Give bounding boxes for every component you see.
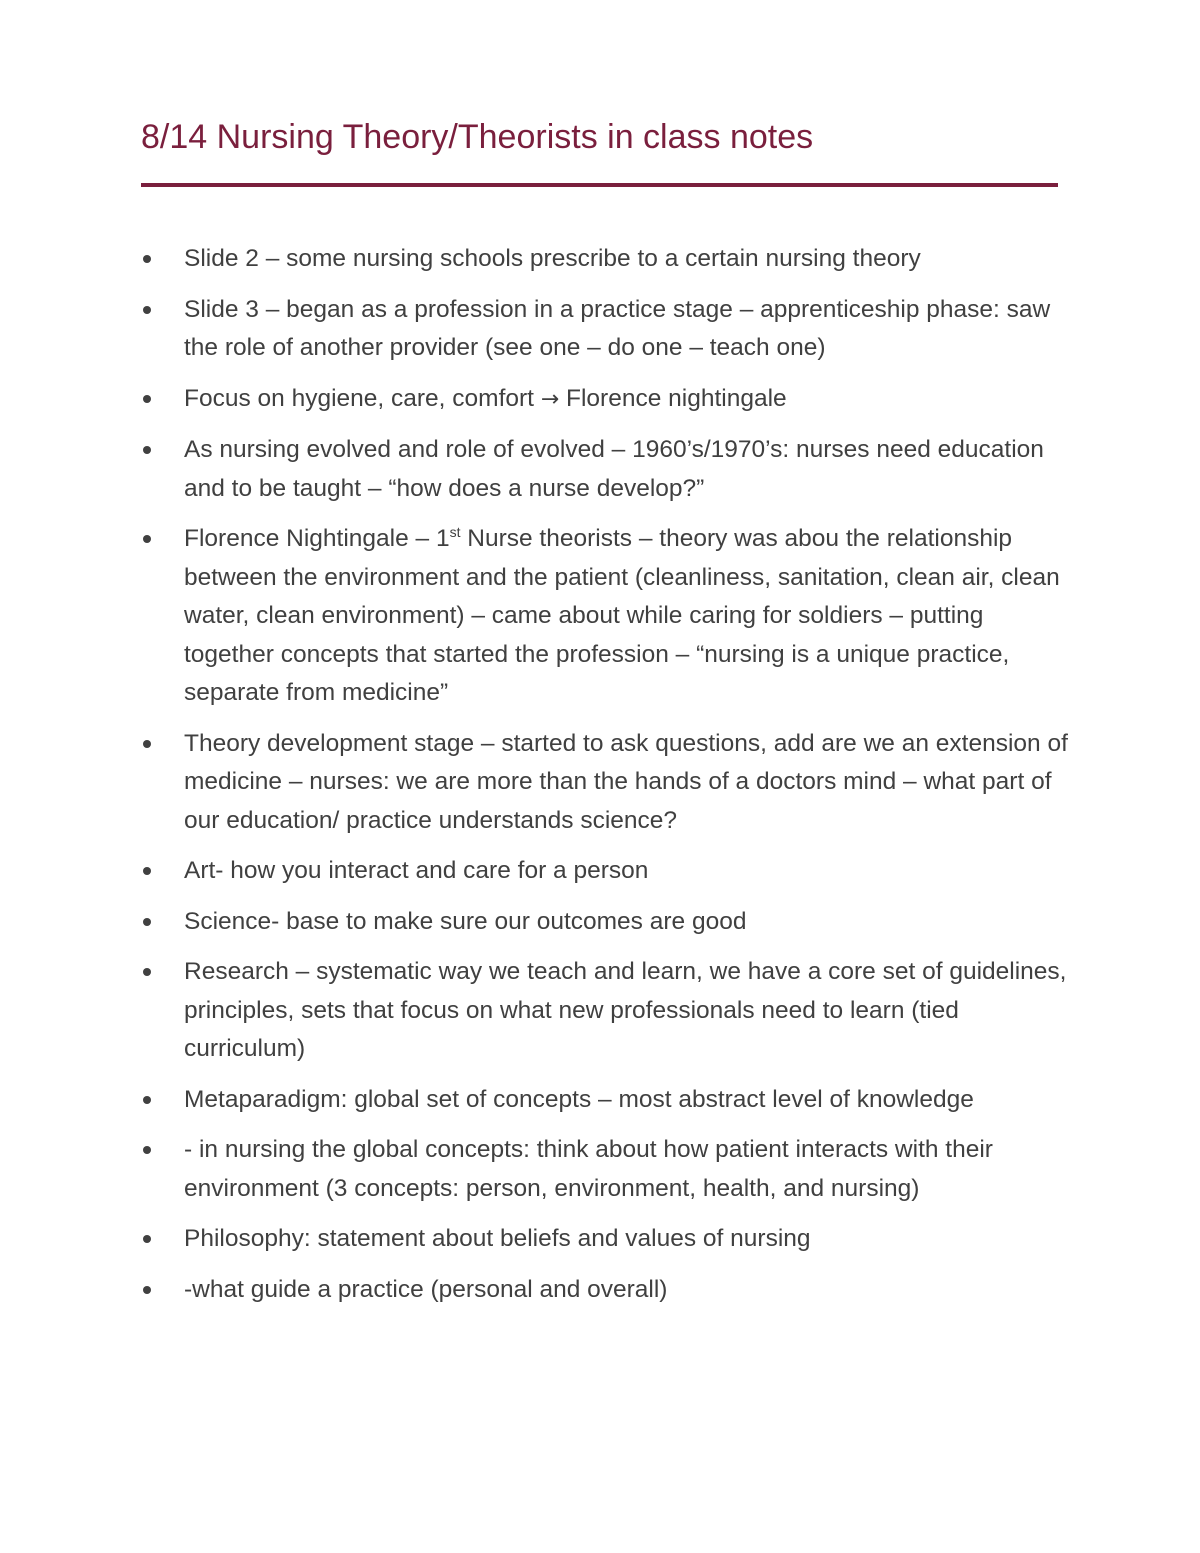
- list-item: [141, 431, 1071, 508]
- note-text: Metaparadigm: global set of concepts – most abstract level of knowledge: [184, 1085, 974, 1113]
- list-item: [141, 1271, 1071, 1310]
- note-text: Philosophy: statement about beliefs and values of nursing: [184, 1225, 811, 1252]
- list-item: [141, 725, 1071, 841]
- bullet-icon: [143, 918, 151, 926]
- list-item: [141, 852, 1071, 891]
- note-text: Theory development stage – started to ask questions, add are we an extension of medicine – nurses: we are more than the hands of a doctors mind – what part of our education/ practice understands science?: [184, 729, 1068, 834]
- note-text: Research – systematic way we teach and learn, we have a core set of guidelines, principles, sets that focus on what new professionals need to learn (tied curriculum): [184, 958, 1067, 1062]
- bullet-icon: [143, 1286, 151, 1294]
- bullet-icon: [143, 306, 151, 314]
- note-text-start: Focus on hygiene, care, comfort: [184, 384, 541, 412]
- bullet-icon: [143, 740, 151, 748]
- bullet-icon: [143, 1235, 151, 1243]
- note-text: Slide 2 – some nursing schools prescribe to a certain nursing theory: [184, 245, 921, 272]
- note-text: - in nursing the global concepts: think about how patient interacts with their environment (3 concepts: person, environment, health, and nursing): [184, 1136, 993, 1202]
- list-item: [141, 903, 1071, 942]
- list-item: [141, 953, 1071, 1069]
- note-text: As nursing evolved and role of evolved – 1960’s/1970’s: nurses need education and to be taught – “how does a nurse develop?”: [184, 436, 1044, 502]
- page-title: 8/14 Nursing Theory/Theorists in class notes: [141, 118, 814, 156]
- note-text: Slide 3 – began as a profession in a practice stage – apprenticeship phase: saw the role of another provider (see one – do one – teach one): [184, 295, 1051, 361]
- bullet-icon: [143, 867, 151, 875]
- arrow-right-icon: →: [540, 386, 560, 412]
- bullet-icon: [143, 1096, 151, 1104]
- note-text: -what guide a practice (personal and overall): [184, 1275, 668, 1303]
- note-text: Science- base to make sure our outcomes are good: [184, 907, 747, 935]
- note-text-end: Nurse theorists – theory was abou the relationship between the environment and the patient (cleanliness, sanitation, clean air, clean water, clean environment) – came about while caring for soldiers – putting together concepts that started the profession – “nursing is a unique practice, separate from medicine”: [184, 525, 1060, 706]
- list-item: [141, 1220, 1071, 1259]
- bullet-icon: [143, 446, 151, 454]
- bullet-icon: [143, 968, 151, 976]
- title-divider: [141, 183, 1058, 187]
- bullet-icon: [143, 535, 151, 543]
- list-item: [141, 240, 1071, 279]
- notes-list: [141, 240, 1071, 1321]
- note-text: Art- how you interact and care for a person: [184, 857, 649, 884]
- ordinal-superscript: st: [449, 523, 461, 540]
- list-item: [141, 291, 1071, 368]
- note-text-start: Florence Nightingale – 1: [184, 525, 450, 552]
- list-item: [141, 1081, 1071, 1120]
- list-item: [141, 380, 1071, 420]
- bullet-icon: [143, 1146, 151, 1154]
- note-text-end: Florence nightingale: [559, 384, 787, 412]
- list-item: [141, 1131, 1071, 1208]
- bullet-icon: [143, 255, 151, 263]
- list-item: [141, 520, 1071, 713]
- bullet-icon: [143, 395, 151, 403]
